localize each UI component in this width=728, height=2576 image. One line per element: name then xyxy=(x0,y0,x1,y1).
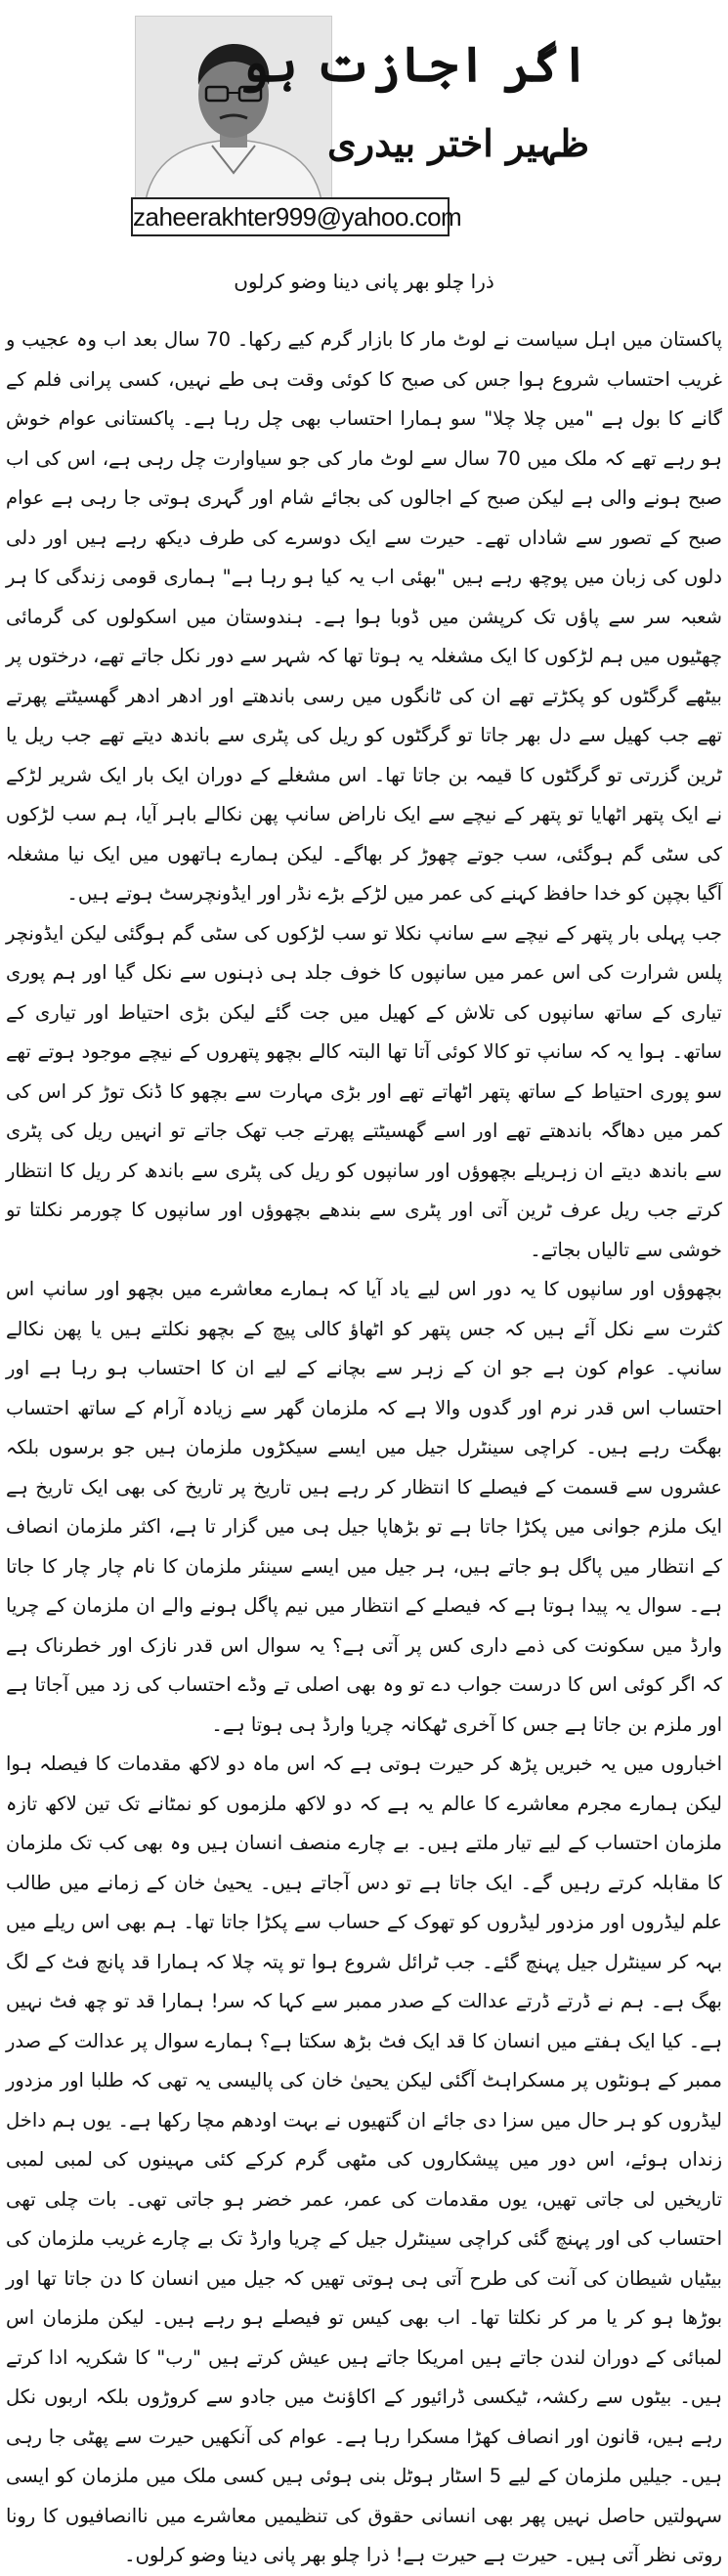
author-email: zaheerakhter999@yahoo.com xyxy=(131,197,450,236)
paragraph: جب پہلی بار پتھر کے نیچے سے سانپ نکلا تو سب لڑکوں کی سٹی گم ہوگئی لیکن ایڈونچر پلس شرارت کی اس عمر میں سانپوں کا خوف جلد ہی ذہنوں سے نکل گیا اور ہم پوری تیاری کے ساتھ سانپوں کی تلاش کے کھیل میں جت گئے لیکن بڑی احتیاط اور تیاری کے ساتھ۔ ہوا یہ کہ سانپ تو کالا کوئی آتا تھا البتہ کالے بچھو پتھروں کے نیچے موجود ہوتے تھے سو پوری احتیاط کے ساتھ پتھر اٹھاتے تھے اور بڑی مہارت سے بچھو کا ڈنک توڑ کر اس کی کمر میں دھاگہ باندھتے تھے اور اسے گھسیٹتے پھرتے جب تھک جاتے تو انہیں ریل کی پٹری سے باندھ دیتے ان زہریلے بچھوؤں اور سانپوں کو ریل کی پٹری سے باندھ کر ریل کا انتظار کرتے جب ریل عرف ٹرین آتی اور پٹری سے بندھے بچھوؤں اور سانپوں کا چورمر نکلتا تو خوشی سے تالیاں بجاتے۔ xyxy=(6,921,722,1261)
paragraph: بچھوؤں اور سانپوں کا یہ دور اس لیے یاد آیا کہ ہمارے معاشرے میں بچھو اور سانپ اس کثرت سے نکل آئے ہیں کہ جس پتھر کو اٹھاؤ کالی پیچ کے بچھو نکلتے ہیں یا پھن نکالے سانپ۔ عوام کون ہے جو ان کے زہر سے بچانے کے لیے ان کا احتساب ہو رہا ہے اور احتساب اس قدر نرم اور گدوں والا ہے کہ ملزمان گھر سے زیادہ آرام کے ساتھ احتساب بھگت رہے ہیں۔ کراچی سینٹرل جیل میں ایسے سیکڑوں ملزمان ہیں جو برسوں بلکہ عشروں سے قسمت کے فیصلے کا انتظار کر رہے ہیں تاریخ پر تاریخ کی بھی ایک تاریخ ہے ایک ملزم جوانی میں پکڑا جاتا ہے تو بڑھاپا جیل ہی میں گزار تا ہے، اکثر ملزمان انصاف کے انتظار میں پاگل ہو جاتے ہیں، ہر جیل میں ایسے سینئر ملزمان کا نام چار چار کا جاتا ہے۔ سوال یہ پیدا ہوتا ہے کہ فیصلے کے انتظار میں نیم پاگل ہونے والے ان ملزمان کے چریا وارڈ میں سکونت کی ذمے داری کس پر آتی ہے؟ یہ سوال اس قدر نازک اور خطرناک ہے کہ اگر کوئی اس کا درست جواب دے تو وہ بھی اصلی تے وڈے احتساب کی زد میں آجاتا ہے اور ملزم بن جاتا ہے جس کا آخری ٹھکانہ چریا وارڈ ہی ہوتا ہے۔ xyxy=(6,1278,722,1736)
paragraph: اخباروں میں یہ خبریں پڑھ کر حیرت ہوتی ہے کہ اس ماہ دو لاکھ مقدمات کا فیصلہ ہوا لیکن ہمارے مجرم معاشرے کا عالم یہ ہے کہ دو لاکھ ملزموں کو نمٹانے تک تین لاکھ تازہ ملزمان احتساب کے لیے تیار ملتے ہیں۔ بے چارے منصف انسان ہیں وہ بھی کب تک ملزمان کا مقابلہ کرتے رہیں گے۔ ایک جاتا ہے تو دس آجاتے ہیں۔ یحییٰ خان کے زمانے میں طالب علم لیڈروں اور مزدور لیڈروں کو تھوک کے حساب سے پکڑا جاتا تھا۔ ہم بھی اس ریلے میں بہہ کر سینٹرل جیل پہنچ گئے۔ جب ٹرائل شروع ہوا تو پتہ چلا کہ ہمارا قد پانچ فٹ کے لگ بھگ ہے۔ ہم نے ڈرتے ڈرتے عدالت کے صدر ممبر سے کہا کہ سر! ہمارا قد تو چھ فٹ نہیں ہے۔ کیا ایک ہفتے میں انسان کا قد ایک فٹ بڑھ سکتا ہے؟ ہمارے سوال پر عدالت کے صدر ممبر کے ہونٹوں پر مسکراہٹ آگئی لیکن یحییٰ خان کی پالیسی یہ تھی کہ طلبا اور مزدور لیڈروں کو ہر حال میں سزا دی جائے ان گتھیوں نے بہت اودھم مچا رکھا ہے۔ یوں ہم داخل زنداں ہوئے، اس دور میں پیشکاروں کی مٹھی گرم کرکے کئی مہینوں کی لمبی لمبی تاریخیں لی جاتی تھیں، یوں مقدمات کی عمر، عمر خضر ہو جاتی تھی۔ بات چلی تھی احتساب کی اور پہنچ گئی کراچی سینٹرل جیل کے چریا وارڈ تک بے چارے غریب ملزمان کی بیٹیاں شیطان کی آنت کی طرح آتی ہی ہوتی تھیں کہ جیل میں انسان کا دن جاتا تھا اور بوڑھا ہو کر یا مر کر نکلتا تھا۔ اب بھی کیس تو فیصلے ہو رہے ہیں۔ لیکن ملزمان اس لمبائی کے دوران لندن جاتے ہیں امریکا جاتے ہیں عیش کرتے ہیں "رب" کا شکریہ ادا کرتے ہیں۔ بیٹوں سے رکشہ، ٹیکسی ڈرائیور کے اکاؤنٹ میں جادو سے کروڑوں بلکہ اربوں نکل رہے ہیں، قانون اور انصاف کھڑا مسکرا رہا ہے۔ عوام کی آنکھیں حیرت سے پھٹی جا رہی ہیں۔ جیلیں ملزمان کے لیے 5 اسٹار ہوٹل بنی ہوئی ہیں کسی ملک میں ملزمان کو ایسی سہولتیں حاصل نہیں پھر بھی انسانی حقوق کی تنظیمیں معاشرے میں ناانصافیوں کا رونا روتی نظر آتی ہیں۔ حیرت ہے حیرت ہے! ذرا چلو بھر پانی دینا وضو کرلوں۔ xyxy=(6,1753,723,2566)
column-name: اگر اجازت ہو xyxy=(239,35,589,93)
column-header xyxy=(106,6,628,240)
article-headline: ذرا چلو بھر پانی دینا وضو کرلوں xyxy=(234,270,494,293)
paragraph: پاکستان میں اہل سیاست نے لوٹ مار کا بازار گرم کیے رکھا۔ 70 سال بعد اب وہ عجیب و غریب احتساب شروع ہوا جس کی صبح کا کوئی وقت ہی طے نہیں، کسی پرانی فلم کے گانے کا بول ہے "میں چلا چلا" سو ہمارا احتساب بھی چل رہا ہے۔ پاکستانی عوام خوش ہو رہے تھے کہ ملک میں 70 سال سے لوٹ مار کی جو سیاوارت چل رہی ہے، اس کی اب صبح ہونے والی ہے لیکن صبح کے اجالوں کی بجائے شام اور گہری ہوتی جا رہی ہے عوام صبح کے تصور سے شاداں تھے۔ حیرت سے ایک دوسرے کی طرف دیکھ رہے ہیں اور دلی دلوں کی زبان میں پوچھ رہے ہیں "بھئی اب یہ کیا ہو رہا ہے" ہماری قومی زندگی کا ہر شعبہ سر سے پاؤں تک کرپشن میں ڈوبا ہوا ہے۔ ہندوستان میں اسکولوں کی گرمائی چھٹیوں میں ہم لڑکوں کا ایک مشغلہ یہ ہوتا تھا کہ شہر سے دور نکل جاتے تھے، درختوں پر بیٹھے گرگٹوں کو پکڑتے تھے ان کی ٹانگوں میں رسی باندھتے اور ادھر ادھر گھسیٹتے پھرتے تھے جب کھیل سے دل بھر جاتا تو گرگٹوں کو ریل کی پٹری سے باندھ دیتے تھے جب ریل یا ٹرین گزرتی تو گرگٹوں کا قیمہ بن جاتا تھا۔ اس مشغلے کے دوران ایک بار ایک شریر لڑکے نے ایک پتھر اٹھایا تو پتھر کے نیچے سے ایک ناراض سانپ پھن نکالے باہر آیا، ہم سب لڑکوں کی سٹی گم ہوگئی، سب جوتے چھوڑ کر بھاگے۔ لیکن ہمارے ہاتھوں میں ایک نیا مشغلہ آگیا بچپن کو خدا حافظ کہنے کی عمر میں لڑکے بڑے نڈر اور ایڈونچرسٹ ہوتے ہیں۔ xyxy=(6,328,722,905)
author-name: ظہیر اختر بیدری xyxy=(327,121,589,165)
article-body xyxy=(6,320,723,2566)
